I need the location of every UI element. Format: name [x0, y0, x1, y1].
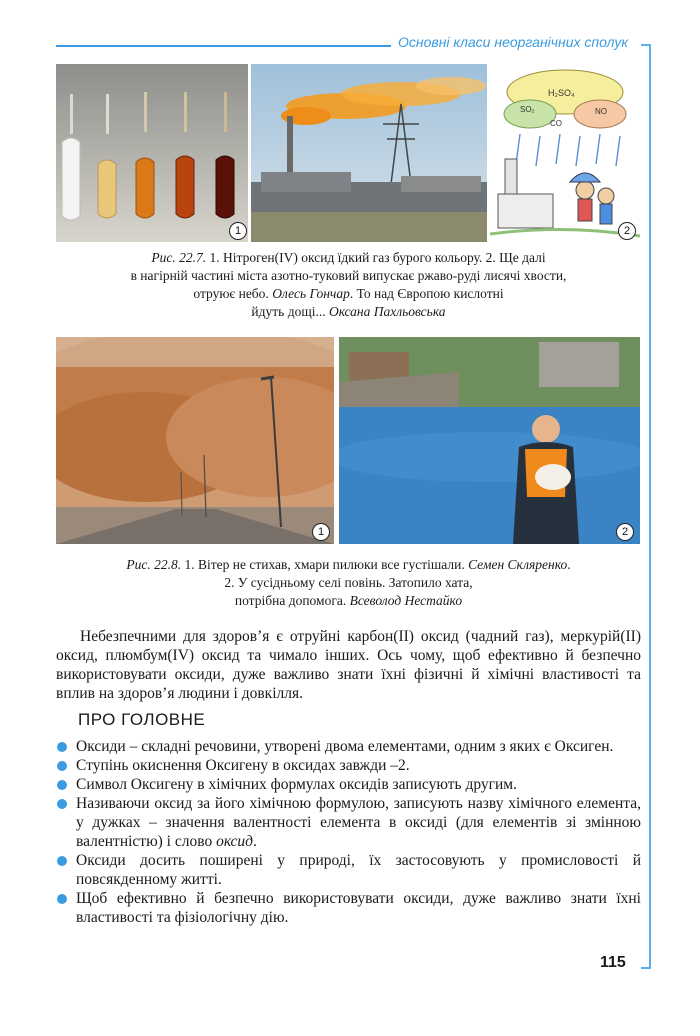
bullet-dot-icon	[57, 761, 67, 771]
figure-badge-2: 2	[618, 222, 636, 240]
summary-list	[56, 737, 641, 927]
bullet-dot-icon	[57, 742, 67, 752]
list-item: Символ Оксигену в хімічних формулах оксидів записують другим.	[56, 775, 641, 794]
list-item: Оксиди досить поширені у природі, їх застосовують у промисловості й повсякденному житті.	[56, 851, 641, 889]
body-paragraph: Небезпечними для здоров’я є отруйні карбон(II) оксид (чадний газ), меркурій(II) оксид, плюмбум(IV) оксид та чимало інших. Ось чому, щоб ефективно й безпечно використовувати оксиди, дуже важливо знати їхні фізичні й хімічні властивості та вплив на здоров’я людини і довкілля.	[56, 628, 641, 702]
caption-line: йдуть дощі... Оксана Пахльовська	[251, 304, 446, 319]
caption-line: потрібна допомога. Всеволод Нестайко	[234, 593, 463, 608]
list-item: Щоб ефективно й безпечно використовувати оксиди, дуже важливо знати їхні властивості та фізіологічну дію.	[56, 889, 641, 927]
bullet-dot-icon	[57, 780, 67, 790]
figure-badge-1: 1	[229, 222, 247, 240]
doodle-label-co: CO	[550, 119, 562, 128]
figure-22-8-caption	[56, 556, 641, 610]
acid-rain-illustration	[490, 64, 640, 242]
list-item: Оксиди – складні речовини, утворені двома елементами, одним з яких є Оксиген.	[56, 737, 641, 756]
flood-rescue-photo	[339, 337, 640, 544]
bullet-dot-icon	[57, 894, 67, 904]
doodle-label-h2so4: H₂SO₄	[548, 88, 575, 98]
list-item: Називаючи оксид за його хімічною формулою, записують назву хімічного елемента, у дужках – значення валентності елемента в оксиді (для елементів зі змінною валентністю) і слово оксид.	[56, 794, 641, 851]
caption-line: в нагірній частині міста азотно-туковий випускає ржаво-руді лисячі хвости,	[130, 268, 567, 283]
doodle-label-so2: SO₂	[520, 105, 535, 114]
running-header: Основні класи неорганічних сполук	[398, 34, 628, 50]
figure-badge-2: 2	[616, 523, 634, 541]
figure-badge-1: 1	[312, 523, 330, 541]
dust-storm-photo	[56, 337, 334, 544]
summary-title: ПРО ГОЛОВНЕ	[78, 710, 206, 729]
factory-smoke-photo	[251, 64, 487, 242]
page-number: 115	[600, 954, 626, 971]
figure-22-7-caption	[56, 249, 641, 321]
caption-line: 2. У сусідньому селі повінь. Затопило хата,	[224, 575, 473, 590]
caption-line: Рис. 22.8. 1. Вітер не стихав, хмари пилюки все густішали. Семен Скляренко.	[126, 557, 571, 572]
ampoules-photo	[56, 64, 248, 242]
caption-line: Рис. 22.7. 1. Нітроген(IV) оксид їдкий газ бурого кольору. 2. Ще далі	[151, 250, 546, 265]
bullet-dot-icon	[57, 856, 67, 866]
margin-rule-top-tick	[641, 44, 651, 46]
doodle-label-no: NO	[595, 107, 607, 116]
bullet-dot-icon	[57, 799, 67, 809]
caption-line: отруює небо. Олесь Гончар. То над Європою кислотні	[193, 286, 504, 301]
list-item: Ступінь окиснення Оксигену в оксидах завжди –2.	[56, 756, 641, 775]
margin-rule	[649, 44, 651, 969]
header-rule	[56, 45, 391, 47]
margin-rule-bottom-tick	[641, 967, 651, 969]
